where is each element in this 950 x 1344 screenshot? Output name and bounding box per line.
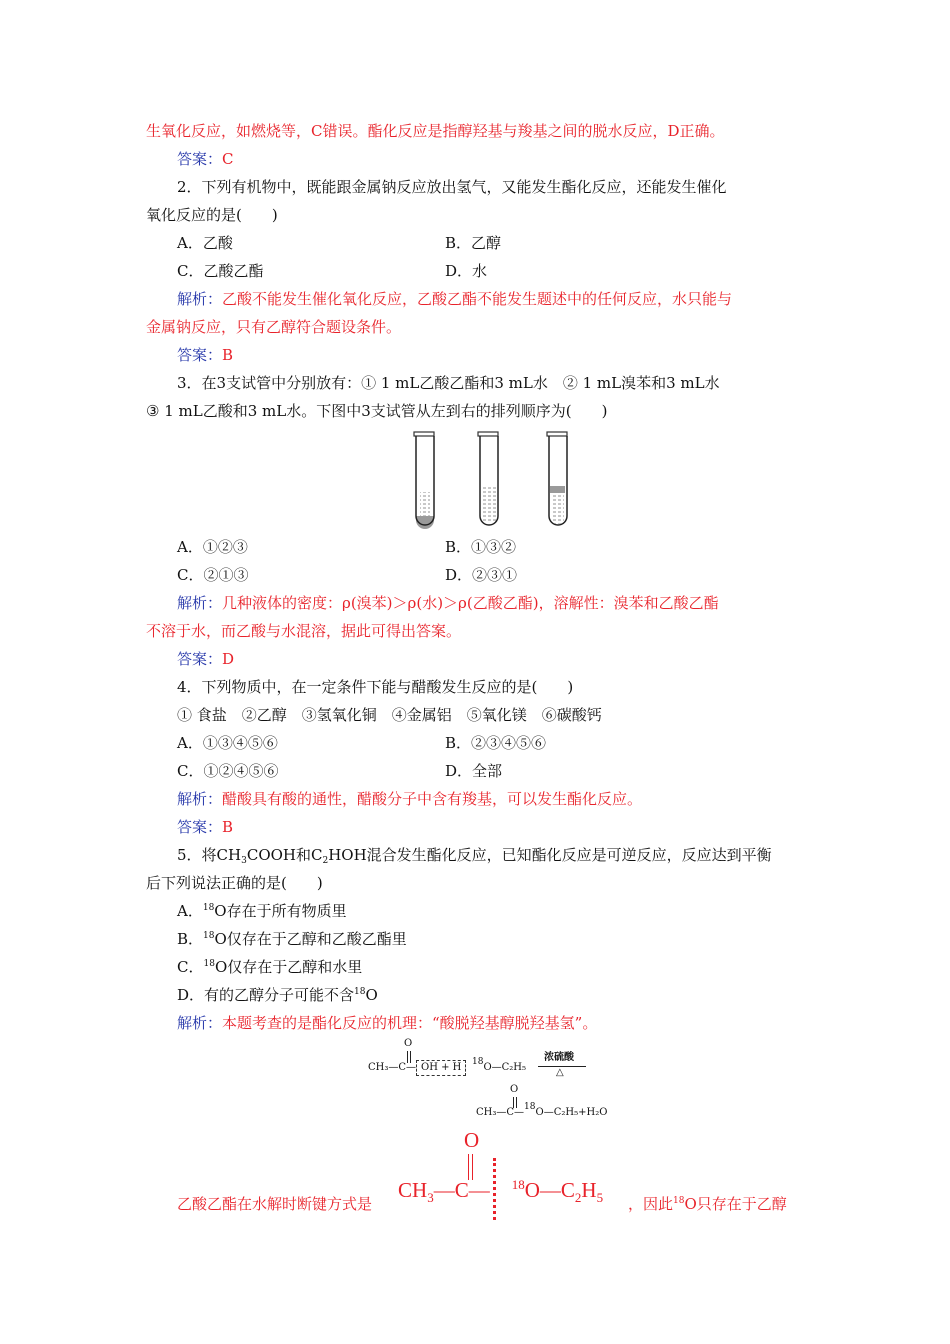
q5-option-c: C．$^{18}$O仅存在于乙醇和水里 (177, 958, 363, 976)
q4-stem: 4．下列物质中，在一定条件下能与醋酸发生反应的是( ) (177, 678, 574, 696)
q4-items: ① 食盐 ②乙醇 ③氢氧化铜 ④金属铝 ⑤氧化镁 ⑥碳酸钙 (177, 706, 602, 724)
q3-stem-line2: ③ 1 mL乙酸和3 mL水。下图中3支试管从左到右的排列顺序为( ) (146, 402, 608, 420)
esterification-equation (368, 1040, 628, 1124)
q2-answer: 答案：B (177, 346, 234, 364)
test-tubes-figure (408, 430, 578, 530)
q5-stem-line1: 5．将$CH_3COOH$和$C_2HOH$混合发生酯化反应，已知酯化反应是可逆反应，反应达到平衡 (177, 846, 772, 866)
removed-water-box: OH + H (416, 1060, 466, 1076)
q4-option-d: D．全部 (445, 762, 503, 780)
q3-option-a: A．①②③ (177, 538, 248, 556)
heat-label: △ (556, 1067, 564, 1078)
big-carbonyl-o: O (464, 1128, 480, 1152)
q2-option-d: D．水 (445, 262, 488, 280)
test-tube-2 (478, 432, 498, 525)
q2-analysis-line1: 解析：乙酸不能发生催化氧化反应，乙酸乙酯不能发生题述中的任何反应，水只能与 (177, 290, 733, 308)
hydrolysis-text-post: ，因此$^{18}$O只存在于乙醇 (628, 1195, 787, 1213)
q3-analysis-line2: 不溶于水，而乙酸与水混溶，据此可得出答案。 (146, 622, 462, 640)
q2-option-a: A．乙酸 (177, 234, 233, 252)
q1-answer: 答案：C (177, 150, 234, 168)
q5-option-d: D．有的乙醇分子可能不含$^{18}$O (177, 986, 378, 1004)
carbonyl-o: O (404, 1038, 413, 1049)
product-carbonyl-o: O (510, 1084, 519, 1095)
ester-product: CH₃—C—$^{18}$O—C₂H₅+H₂O (476, 1102, 608, 1118)
q4-option-a: A．①③④⑤⑥ (177, 734, 278, 752)
q3-option-d: D．②③① (445, 566, 518, 584)
q2-stem-line1: 2．下列有机物中，既能跟金属钠反应放出氢气，又能发生酯化反应，还能发生催化 (177, 178, 727, 196)
ethanol-right: $^{18}$O—C₂H₅ (472, 1057, 527, 1073)
test-tube-1 (414, 432, 434, 529)
q5-analysis: 解析：本题考查的是酯化反应的机理：“酸脱羟基醇脱羟基氢”。 (177, 1014, 598, 1032)
hydrolysis-structure (398, 1128, 630, 1223)
q3-option-b: B．①③② (445, 538, 517, 556)
bond-break-line (493, 1158, 496, 1220)
q5-stem-line2: 后下列说法正确的是( ) (146, 874, 323, 892)
q2-stem-line2: 氧化反应的是( ) (146, 206, 278, 224)
big-ester-formula: $CH_3—C—$ $^{18}O—C_2H_5$ (398, 1177, 604, 1205)
test-tube-3 (547, 432, 567, 525)
q3-option-c: C．②①③ (177, 566, 249, 584)
acetic-acid-left: CH₃—C— (368, 1062, 417, 1073)
intro-line: 生氧化反应，如燃烧等，C错误。酯化反应是指醇羟基与羧基之间的脱水反应，D正确。 (146, 122, 725, 140)
catalyst-label: 浓硫酸 (544, 1052, 574, 1063)
big-double-bond (468, 1154, 473, 1180)
q3-analysis-line1: 解析：几种液体的密度：ρ(溴苯)＞ρ(水)＞ρ(乙酸乙酯)，溶解性：溴苯和乙酸乙酯 (177, 594, 719, 612)
q4-analysis: 解析：醋酸具有酸的通性，醋酸分子中含有羧基，可以发生酯化反应。 (177, 790, 643, 808)
q2-analysis-line2: 金属钠反应，只有乙醇符合题设条件。 (146, 318, 402, 336)
q5-option-a: A．$^{18}$O存在于所有物质里 (177, 902, 347, 920)
q2-option-c: C．乙酸乙酯 (177, 262, 264, 280)
q5-option-b: B．$^{18}$O仅存在于乙醇和乙酸乙酯里 (177, 930, 407, 948)
q2-option-b: B．乙醇 (445, 234, 502, 252)
hydrolysis-text-pre: 乙酸乙酯在水解时断键方式是 (177, 1195, 373, 1213)
q4-answer: 答案：B (177, 818, 234, 836)
q4-option-b: B．②③④⑤⑥ (445, 734, 547, 752)
q4-option-c: C．①②④⑤⑥ (177, 762, 279, 780)
q3-answer: 答案：D (177, 650, 235, 668)
q3-stem-line1: 3．在3支试管中分别放有：① 1 mL乙酸乙酯和3 mL水 ② 1 mL溴苯和3 mL水 (177, 374, 720, 392)
